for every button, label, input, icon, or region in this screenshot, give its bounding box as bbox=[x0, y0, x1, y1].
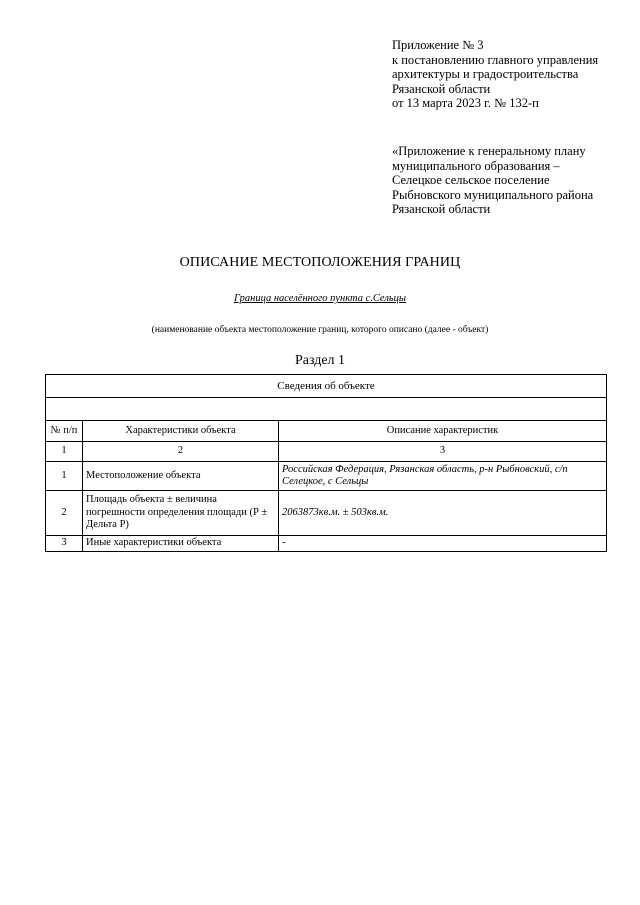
general-plan-line: муниципального образования – bbox=[392, 158, 560, 173]
column-header-characteristic: Характеристики объекта bbox=[83, 421, 279, 442]
row-characteristic: Площадь объекта ± величина погрешности определения площади (Р ± Дельта Р) bbox=[83, 491, 279, 536]
table-empty-cell bbox=[46, 398, 607, 421]
column-header-num: № п/п bbox=[46, 421, 83, 442]
row-characteristic: Иные характеристики объекта bbox=[83, 536, 279, 552]
document-title: ОПИСАНИЕ МЕСТОПОЛОЖЕНИЯ ГРАНИЦ bbox=[179, 255, 461, 270]
column-index-3: 3 bbox=[279, 442, 607, 462]
column-index-1: 1 bbox=[46, 442, 83, 462]
table-index-row bbox=[46, 442, 607, 462]
table-header: Сведения об объекте bbox=[46, 375, 607, 398]
general-plan-line: Рыбновского муниципального района bbox=[392, 187, 594, 202]
row-description: 2063873кв.м. ± 503кв.м. bbox=[279, 491, 607, 536]
appendix-header bbox=[392, 38, 632, 111]
appendix-line: архитектуры и градостроительства bbox=[392, 67, 579, 82]
table-column-header-row bbox=[46, 421, 607, 442]
object-info-table bbox=[45, 374, 607, 552]
general-plan-appendix bbox=[392, 144, 632, 217]
object-name: Граница населённого пункта с.Сельцы bbox=[233, 293, 407, 304]
general-plan-line: Рязанской области bbox=[392, 202, 491, 217]
section-title: Раздел 1 bbox=[294, 353, 346, 368]
table-header-row bbox=[46, 375, 607, 398]
appendix-line: Рязанской области bbox=[392, 81, 491, 96]
table-empty-row bbox=[46, 398, 607, 421]
object-caption: (наименование объекта местоположение границ, которого описано (далее - объект) bbox=[151, 325, 489, 335]
row-num: 3 bbox=[46, 536, 83, 552]
appendix-line: Приложение № 3 bbox=[392, 38, 484, 52]
table-row bbox=[46, 491, 607, 536]
row-description: - bbox=[279, 536, 607, 552]
row-num: 2 bbox=[46, 491, 83, 536]
appendix-line: к постановлению главного управления bbox=[392, 52, 599, 67]
general-plan-line: «Приложение к генеральному плану bbox=[392, 144, 586, 158]
row-num: 1 bbox=[46, 462, 83, 491]
column-header-description: Описание характеристик bbox=[279, 421, 607, 442]
table-row bbox=[46, 462, 607, 491]
general-plan-line: Селецкое сельское поселение bbox=[392, 173, 550, 188]
row-description: Российская Федерация, Рязанская область, р-н Рыбновский, с/п Селецкое, с Сельцы bbox=[279, 462, 607, 491]
row-characteristic: Местоположение объекта bbox=[83, 462, 279, 491]
column-index-2: 2 bbox=[83, 442, 279, 462]
table-row bbox=[46, 536, 607, 552]
appendix-line: от 13 марта 2023 г. № 132-п bbox=[392, 96, 539, 111]
